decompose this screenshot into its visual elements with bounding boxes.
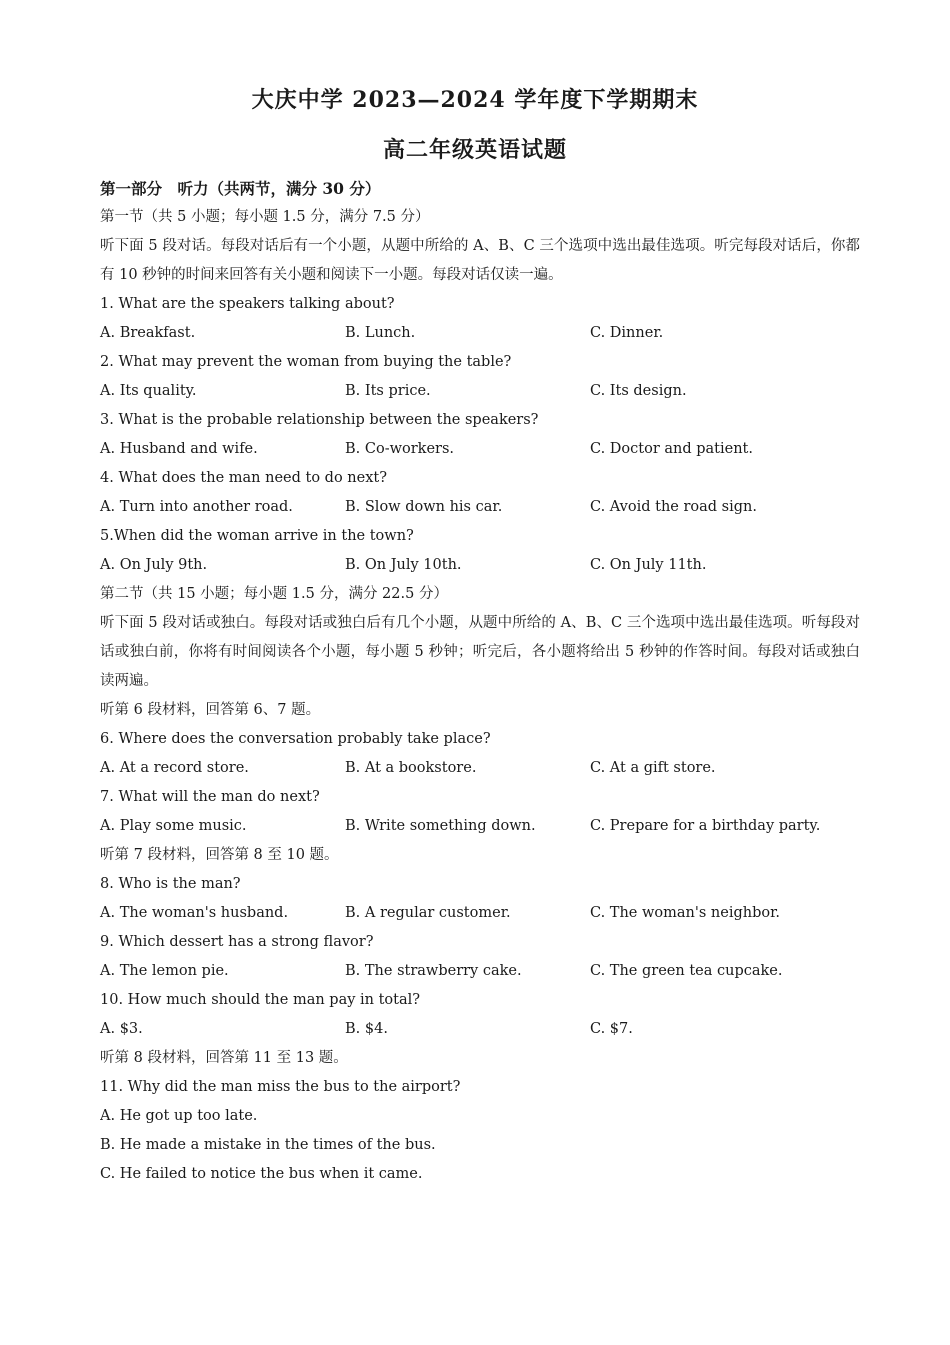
option-9b: B. The strawberry cake.: [345, 963, 522, 979]
option-11c: C. He failed to notice the bus when it came.: [100, 1166, 423, 1182]
option-3b: B. Co-workers.: [345, 441, 455, 457]
options-1: [100, 319, 860, 348]
options-5: [100, 551, 860, 580]
option-10a: A. $3.: [100, 1021, 143, 1037]
question-7: 7. What will the man do next?: [100, 789, 320, 805]
exam-subtitle: 高二年级英语试题: [382, 137, 567, 163]
option-9a: A. The lemon pie.: [100, 963, 229, 979]
options-4: [100, 493, 860, 522]
option-3c: C. Doctor and patient.: [590, 441, 753, 457]
option-2a: A. Its quality.: [100, 383, 197, 399]
section2-heading: 第二节（共 15 小题；每小题 1.5 分，满分 22.5 分）: [100, 586, 448, 602]
options-7: [100, 812, 860, 841]
options-10: [100, 1015, 860, 1044]
section1-instructions: 听下面 5 段对话。每段对话后有一个小题，从题中所给的 A、B、C 三个选项中选出最佳选项。听完每段对话后，你都有 10 秒钟的时间来回答有关小题和阅读下一小题。每段对话仅读一遍。: [100, 238, 860, 283]
options-2: [100, 377, 860, 406]
option-8b: B. A regular customer.: [345, 905, 511, 921]
option-3a: A. Husband and wife.: [100, 441, 258, 457]
options-3: [100, 435, 860, 464]
question-11: 11. Why did the man miss the bus to the airport?: [100, 1079, 461, 1095]
question-6: 6. Where does the conversation probably take place?: [100, 731, 491, 747]
option-4a: A. Turn into another road.: [100, 499, 293, 515]
option-1b: B. Lunch.: [345, 325, 416, 341]
question-4: 4. What does the man need to do next?: [100, 470, 387, 486]
option-10b: B. $4.: [345, 1021, 388, 1037]
question-10: 10. How much should the man pay in total?: [100, 992, 421, 1008]
option-5a: A. On July 9th.: [100, 557, 208, 573]
exam-title: 大庆中学 2023—2024 学年度下学期期末: [251, 87, 699, 113]
material-6-instruction: 听第 6 段材料，回答第 6、7 题。: [100, 702, 321, 718]
option-9c: C. The green tea cupcake.: [590, 963, 783, 979]
question-1: 1. What are the speakers talking about?: [100, 296, 395, 312]
option-6b: B. At a bookstore.: [345, 760, 477, 776]
option-8a: A. The woman's husband.: [100, 905, 289, 921]
question-3: 3. What is the probable relationship between the speakers?: [100, 412, 539, 428]
option-2b: B. Its price.: [345, 383, 431, 399]
option-2c: C. Its design.: [590, 383, 687, 399]
options-6: [100, 754, 860, 783]
option-4c: C. Avoid the road sign.: [590, 499, 757, 515]
part1-heading: 第一部分 听力（共两节，满分 30 分）: [100, 179, 381, 198]
option-11b: B. He made a mistake in the times of the bus.: [100, 1137, 436, 1153]
option-4b: B. Slow down his car.: [345, 499, 503, 515]
option-10c: C. $7.: [590, 1021, 633, 1037]
option-1a: A. Breakfast.: [100, 325, 196, 341]
material-7-instruction: 听第 7 段材料，回答第 8 至 10 题。: [100, 847, 339, 863]
option-8c: C. The woman's neighbor.: [590, 905, 781, 921]
question-8: 8. Who is the man?: [100, 876, 241, 892]
option-7a: A. Play some music.: [100, 818, 247, 834]
question-5: 5.When did the woman arrive in the town?: [100, 528, 414, 544]
section1-heading: 第一节（共 5 小题；每小题 1.5 分，满分 7.5 分）: [100, 209, 430, 225]
question-2: 2. What may prevent the woman from buying the table?: [100, 354, 512, 370]
option-7c: C. Prepare for a birthday party.: [590, 818, 821, 834]
option-5c: C. On July 11th.: [590, 557, 707, 573]
section2-instructions: 听下面 5 段对话或独白。每段对话或独白后有几个小题，从题中所给的 A、B、C 三个选项中选出最佳选项。听每段对话或独白前，你将有时间阅读各个小题，每小题 5 秒钟；听完后，各小题将给出 5 秒钟的作答时间。每段对话或独白读两遍。: [100, 615, 860, 689]
option-6c: C. At a gift store.: [590, 760, 716, 776]
option-6a: A. At a record store.: [100, 760, 249, 776]
option-7b: B. Write something down.: [345, 818, 536, 834]
question-9: 9. Which dessert has a strong flavor?: [100, 934, 374, 950]
options-9: [100, 957, 860, 986]
option-11a: A. He got up too late.: [100, 1108, 258, 1124]
options-8: [100, 899, 860, 928]
option-5b: B. On July 10th.: [345, 557, 462, 573]
option-1c: C. Dinner.: [590, 325, 664, 341]
material-8-instruction: 听第 8 段材料，回答第 11 至 13 题。: [100, 1050, 348, 1066]
exam-content: [100, 174, 860, 1189]
